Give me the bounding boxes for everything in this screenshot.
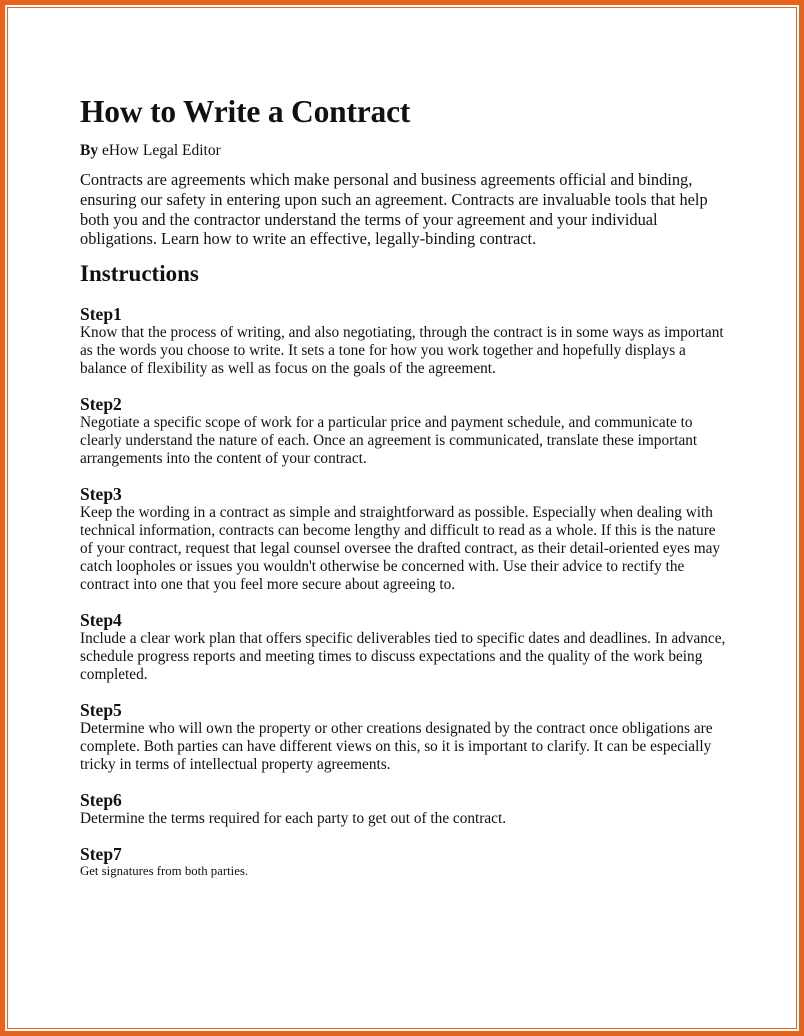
step-text: Determine who will own the property or other creations designated by the contract once obligations are complete. Both parties can have different views on this, so it is important to clarify. It can be especially tricky in terms of intellectual property agreements. — [80, 720, 713, 774]
document-page — [80, 93, 728, 896]
step-title: Step1 — [80, 304, 122, 325]
step-2 — [80, 395, 728, 468]
step-title: Step3 — [80, 484, 122, 505]
byline — [80, 141, 728, 161]
section-heading-instructions: Instructions — [80, 261, 199, 287]
step-text: Get signatures from both parties. — [80, 864, 249, 879]
step-text: Know that the process of writing, and also negotiating, through the contract is in some ways as important as the words you choose to write. It sets a tone for how you work together and hopefully displays a balance of flexibility as well as focus on the goals of the agreement. — [80, 324, 724, 378]
step-text: Negotiate a specific scope of work for a particular price and payment schedule, and communicate to clearly understand the nature of each. Once an agreement is communicated, translate these important arrangements into the content of your contract. — [80, 414, 698, 468]
step-title: Step6 — [80, 790, 122, 811]
step-5 — [80, 701, 728, 774]
step-7 — [80, 845, 728, 879]
byline-author: eHow Legal Editor — [101, 141, 221, 159]
step-4 — [80, 611, 728, 684]
step-6 — [80, 791, 728, 828]
step-3 — [80, 485, 728, 594]
step-text: Keep the wording in a contract as simple and straightforward as possible. Especially when dealing with technical information, contracts can become lengthy and difficult to read as a whole. If this is the nature of your contract, request that legal counsel oversee the drafted contract, as their detail-oriented eyes may catch loopholes or issues you wouldn't otherwise be concerned with. Use their advice to rectify the contract into one that you feel more secure about agreeing to. — [80, 504, 721, 594]
step-1 — [80, 305, 728, 378]
step-title: Step7 — [80, 844, 122, 865]
step-text: Determine the terms required for each party to get out of the contract. — [80, 810, 507, 828]
step-text: Include a clear work plan that offers specific deliverables tied to specific dates and deadlines. In advance, schedule progress reports and meeting times to discuss expectations and the quality of the work being completed. — [80, 630, 726, 684]
byline-prefix: By — [80, 141, 99, 159]
step-title: Step4 — [80, 610, 122, 631]
intro-paragraph: Contracts are agreements which make personal and business agreements official and binding, ensuring our safety in entering upon such an agreement. Contracts are invaluable tools that help both you and the contractor understand the terms of your agreement and your individual obligations. Learn how to write an effective, legally-binding contract. — [80, 169, 708, 249]
step-title: Step2 — [80, 394, 122, 415]
page-title: How to Write a Contract — [80, 94, 411, 129]
step-title: Step5 — [80, 700, 122, 721]
